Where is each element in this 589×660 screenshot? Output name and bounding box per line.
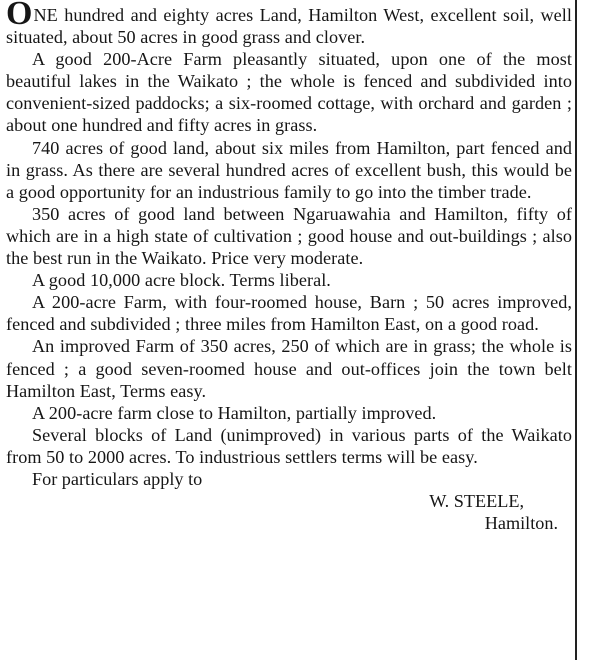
signature-name: W. STEELE, xyxy=(429,491,524,512)
ad-paragraph-8: A 200-acre farm close to Hamilton, partially improved. xyxy=(32,402,437,423)
ad-paragraph-1 xyxy=(6,0,572,48)
ad-paragraph-7: An improved Farm of 350 acres, 250 of which are in grass; the whole is fenced ; a good seven-roomed house and out-offices join the town belt Hamilton East, Terms easy. xyxy=(6,336,572,401)
ad-paragraph-4: 350 acres of good land between Ngaruawahia and Hamilton, fifty of which are in a high state of cultivation ; good house and out-buildings ; also the best run in the Waikato. Price very moderate. xyxy=(6,203,572,269)
advertisement-column xyxy=(6,0,572,534)
ad-paragraph-6: A 200-acre Farm, with four-roomed house, Barn ; 50 acres improved, fenced and subdivided ; three miles from Hamilton East, on a good road. xyxy=(6,292,572,335)
ad-paragraph-9: Several blocks of Land (unimproved) in various parts of the Waikato from 50 to 2000 acres. To industrious settlers terms will be easy. xyxy=(6,424,572,467)
drop-cap-letter: O xyxy=(6,0,33,32)
ad-paragraph-5: A good 10,000 acre block. Terms liberal. xyxy=(32,270,331,291)
apply-line: For particulars apply to xyxy=(32,468,203,489)
column-rule xyxy=(575,0,577,660)
ad-paragraph-2: A good 200-Acre Farm pleasantly situated, upon one of the most beautiful lakes in the Waikato ; the whole is fenced and subdivided into convenient-sized paddocks; a six-roomed cottage, with orchard and garden ; about one hundred and fifty acres in grass. xyxy=(6,49,572,136)
ad-paragraph-1-text: NE hundred and eighty acres Land, Hamilton West, excellent soil, well situated, about 50 acres in good grass and clover. xyxy=(6,5,572,48)
ad-paragraph-3: 740 acres of good land, about six miles from Hamilton, part fenced and in grass. As there are several hundred acres of excellent bush, this would be a good opportunity for an industrious family to go into the timber trade. xyxy=(6,137,572,202)
signature-place: Hamilton. xyxy=(484,513,558,534)
